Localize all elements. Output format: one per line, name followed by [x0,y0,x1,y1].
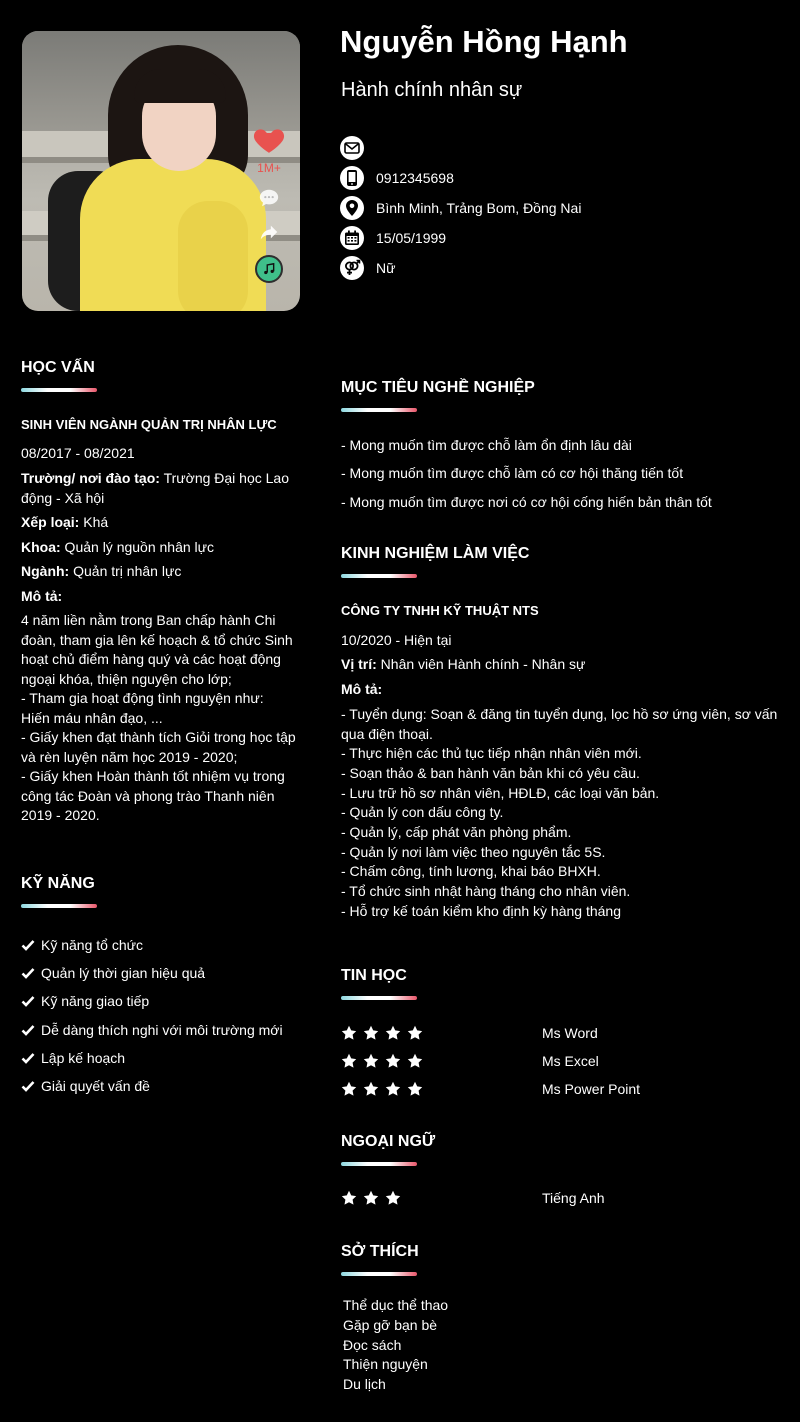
star-icon [407,1081,423,1097]
objective-underline [341,408,417,412]
calendar-icon [340,226,364,250]
education-faculty: Khoa: Quản lý nguồn nhân lực [21,538,215,555]
check-icon [21,939,35,951]
languages-heading: NGOẠI NGỮ [341,1133,436,1150]
like-count: 1M+ [257,161,281,175]
experience-desc-line: - Quản lý con dấu công ty. [341,804,504,821]
photo-overlay-icons [250,123,288,283]
star-icon [385,1053,401,1069]
education-school: Trường/ nơi đào tạo: Trường Đại học Lao động - Xã hội [21,470,289,506]
skills-underline [21,904,97,908]
contact-gender-text: Nữ [376,260,396,276]
education-desc-line: - Tham gia hoạt động tình nguyện như: Hiến máu nhân đạo, ... [21,690,264,726]
objective-item: - Mong muốn tìm được chỗ làm có cơ hội thăng tiến tốt [341,465,684,482]
star-icon [341,1190,357,1206]
experience-heading: KINH NGHIỆM LÀM VIỆC [341,545,530,562]
contact-birthday [340,223,780,253]
star-rating [341,1081,542,1097]
candidate-name: Nguyễn Hồng Hạnh [340,24,628,59]
check-icon [21,1052,35,1064]
rating-label: Tiếng Anh [542,1190,605,1206]
check-icon [21,995,35,1007]
star-icon [363,1081,379,1097]
check-icon [21,967,35,979]
experience-underline [341,574,417,578]
rating-label: Ms Excel [542,1053,599,1069]
education-description [21,611,296,826]
education-desc-line: - Giấy khen Hoàn thành tốt nhiệm vụ trong công tác Đoàn và phong trào Thanh niên 2019 - 2020. [21,768,285,823]
star-icon [363,1190,379,1206]
star-rating [341,1025,542,1041]
education-heading: HỌC VẤN [21,359,95,376]
phone-icon [340,166,364,190]
experience-desc-line: - Hỗ trợ kế toán kiểm kho định kỳ hàng tháng [341,902,621,919]
it-underline [341,996,417,1000]
skills-heading: KỸ NĂNG [21,875,95,892]
experience-position: Vị trí: Nhân viên Hành chính - Nhân sự [341,656,586,673]
experience-desc-line: - Tuyển dụng: Soạn & đăng tin tuyển dụng, lọc hồ sơ ứng viên, sơ vấn qua điện thoại. [341,705,778,742]
location-icon [340,196,364,220]
contact-gender [340,253,780,283]
experience-desc-line: - Quản lý nơi làm việc theo nguyên tắc 5S. [341,843,606,860]
it-heading: TIN HỌC [341,967,407,984]
experience-description [341,705,781,922]
contact-address [340,193,780,223]
skill-item: Quản lý thời gian hiệu quả [21,959,301,987]
mail-icon [340,136,364,160]
education-program: SINH VIÊN NGÀNH QUẢN TRỊ NHÂN LỰC [21,417,277,432]
education-desc-label: Mô tả: [21,587,63,604]
star-icon [385,1190,401,1206]
experience-company: CÔNG TY TNHH KỸ THUẬT NTS [341,603,539,618]
experience-desc-label: Mô tả: [341,681,383,698]
star-icon [363,1025,379,1041]
star-icon [341,1081,357,1097]
rating-row [341,1019,781,1047]
skill-item: Kỹ năng tổ chức [21,931,301,959]
experience-desc-line: - Tổ chức sinh nhật hàng tháng cho nhân viên. [341,883,631,900]
education-underline [21,388,97,392]
star-icon [385,1081,401,1097]
contact-phone-text: 0912345698 [376,170,454,186]
hobbies-list [343,1296,448,1395]
profile-photo [22,31,300,311]
skill-item: Dễ dàng thích nghi với môi trường mới [21,1016,301,1044]
experience-desc-line: - Quản lý, cấp phát văn phòng phẩm. [341,824,572,841]
rating-label: Ms Word [542,1025,598,1041]
experience-entry [341,601,781,922]
contact-phone [340,163,780,193]
star-icon [341,1025,357,1041]
gender-icon [340,256,364,280]
hobby-item: Thiện nguyện [343,1356,428,1373]
check-icon [21,1024,35,1036]
rating-row [341,1075,781,1103]
check-icon [21,1080,35,1092]
objective-item: - Mong muốn tìm được chỗ làm ổn định lâu dài [341,437,632,453]
hobby-item: Gặp gỡ bạn bè [343,1316,438,1333]
contact-list [340,133,780,283]
star-rating [341,1190,542,1206]
objective-item: - Mong muốn tìm được nơi có cơ hội cống hiến bản thân tốt [341,493,712,510]
experience-period: 10/2020 - Hiện tại [341,631,452,648]
languages-list [341,1184,781,1212]
objective-list [341,434,781,519]
languages-underline [341,1162,417,1166]
experience-desc-line: - Thực hiện các thủ tục tiếp nhận nhân viên mới. [341,745,642,762]
skill-item: Kỹ năng giao tiếp [21,987,301,1015]
education-entry [21,415,296,826]
music-icon [255,255,283,283]
hobbies-heading: SỞ THÍCH [341,1243,419,1260]
comment-icon [258,187,280,209]
star-icon [407,1025,423,1041]
star-icon [363,1053,379,1069]
heart-icon [252,123,286,157]
candidate-role: Hành chính nhân sự [341,79,523,101]
education-desc-line: 4 năm liền nằm trong Ban chấp hành Chi đoàn, tham gia lên kế hoạch & tổ chức Sinh hoạt chủ điểm hàng quý và các hoạt động ngoại khóa, thiện nguyện cho lớp; [21,612,293,687]
rating-row [341,1047,781,1075]
experience-desc-line: - Soạn thảo & ban hành văn bản khi có yêu cầu. [341,764,640,781]
skill-item: Giải quyết vấn đề [21,1072,301,1100]
education-grade: Xếp loại: Khá [21,514,109,530]
education-desc-line: - Giấy khen đạt thành tích Giỏi trong học tập và rèn luyện năm học 2019 - 2020; [21,729,296,765]
education-period: 08/2017 - 08/2021 [21,444,135,461]
education-major: Ngành: Quản trị nhân lực [21,563,182,579]
contact-birthday-text: 15/05/1999 [376,230,447,246]
hobbies-underline [341,1272,417,1276]
hobby-item: Du lịch [343,1376,386,1393]
it-list [341,1019,781,1103]
rating-label: Ms Power Point [542,1081,641,1097]
contact-address-text: Bình Minh, Trảng Bom, Đồng Nai [376,200,582,216]
skills-list [21,931,301,1100]
hobby-item: Thể dục thể thao [343,1297,449,1313]
experience-desc-line: - Lưu trữ hồ sơ nhân viên, HĐLĐ, các loại văn bản. [341,784,660,801]
share-icon [258,221,280,243]
star-icon [385,1025,401,1041]
experience-desc-line: - Chấm công, tính lương, khai báo BHXH. [341,863,601,880]
contact-email [340,133,780,163]
objective-heading: MỤC TIÊU NGHỀ NGHIỆP [341,379,535,396]
hobby-item: Đọc sách [343,1336,402,1353]
star-rating [341,1053,542,1069]
skill-item: Lập kế hoạch [21,1044,301,1072]
star-icon [341,1053,357,1069]
rating-row [341,1184,781,1212]
star-icon [407,1053,423,1069]
